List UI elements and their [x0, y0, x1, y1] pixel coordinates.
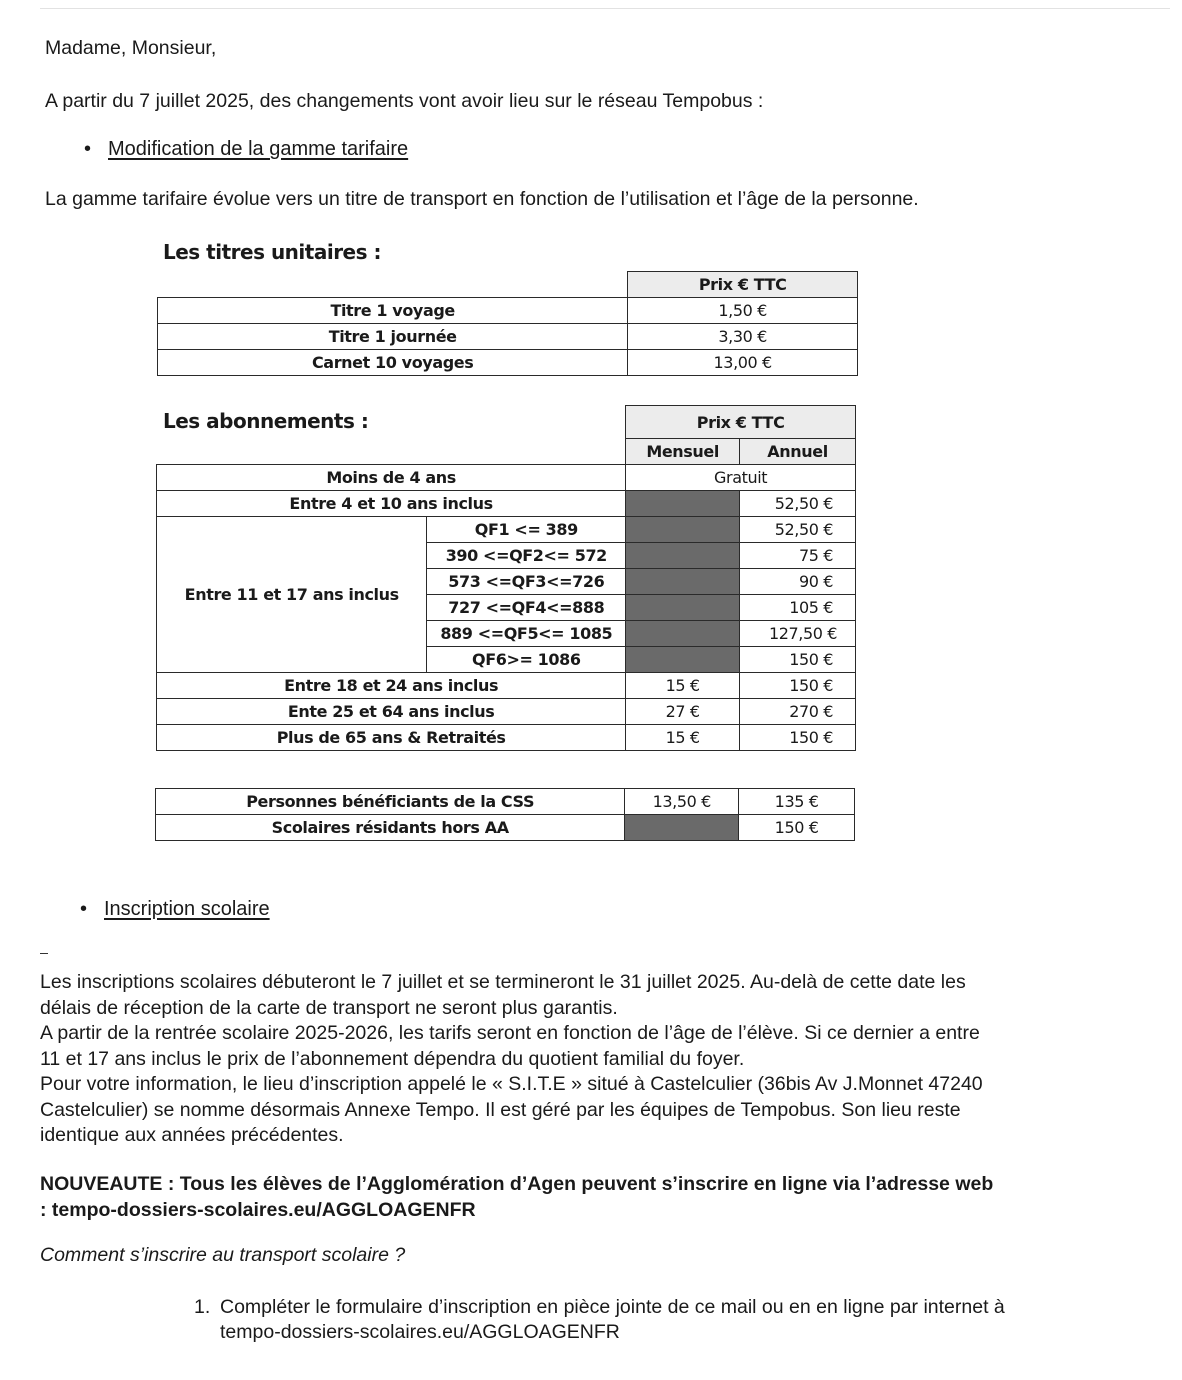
annuel-price: 150 € — [740, 673, 856, 699]
table-row — [157, 673, 856, 699]
qf-label: 727 <=QF4<=888 — [427, 595, 626, 621]
paragraph-line: identique aux années précédentes. — [40, 1124, 344, 1146]
table-row — [158, 298, 858, 324]
age-group-label: Entre 11 et 17 ans inclus — [157, 517, 427, 673]
annuel-price: 75 € — [740, 543, 856, 569]
paragraph-line: 11 et 17 ans inclus le prix de l’abonnement dépendra du quotient familial du foyer. — [40, 1047, 745, 1070]
bullet-marker: • — [84, 138, 92, 160]
special-label: Scolaires résidants hors AA — [156, 815, 625, 841]
bullet-tarif-label: Modification de la gamme tarifaire — [108, 138, 409, 160]
unitaires-table — [157, 271, 858, 376]
annuel-price: 52,50 € — [740, 517, 856, 543]
table-row — [158, 324, 858, 350]
table-row — [156, 789, 855, 815]
paragraph-line: Castelculier) se nomme désormais Annexe Tempo. Il est géré par les équipes de Tempobus. Son lieu reste — [40, 1098, 961, 1121]
special-tariffs-table — [155, 788, 855, 841]
bullet-inscription — [80, 897, 270, 921]
step-text — [220, 1295, 1005, 1345]
na-cell — [626, 621, 740, 647]
annuel-price: 150 € — [739, 815, 855, 841]
paragraph-line: Les inscriptions scolaires débuteront le 7 juillet et se termineront le 31 juillet 2025. Au-delà de cette date les — [40, 971, 966, 993]
nouveaute-notice — [40, 1172, 1170, 1223]
greeting: Madame, Monsieur, — [45, 37, 217, 59]
ticket-label: Carnet 10 voyages — [158, 350, 628, 376]
abonnements-title: Les abonnements : — [163, 409, 369, 433]
stray-dash — [40, 953, 48, 954]
bullet-inscription-label: Inscription scolaire — [104, 898, 270, 920]
step-number: 1. — [194, 1296, 211, 1318]
annuel-price: 90 € — [740, 569, 856, 595]
annuel-price: 270 € — [740, 699, 856, 725]
annuel-price: 150 € — [740, 647, 856, 673]
empty-cell — [157, 406, 626, 465]
abonnements-table — [156, 405, 856, 751]
table-row — [157, 699, 856, 725]
inscription-paragraph — [40, 970, 1170, 1149]
price-header: Prix € TTC — [626, 406, 856, 439]
annuel-price: 150 € — [740, 725, 856, 751]
question-text: Comment s’inscrire au transport scolaire ? — [40, 1244, 406, 1266]
table-row — [158, 272, 858, 298]
mensuel-price: 27 € — [626, 699, 740, 725]
qf-label: 390 <=QF2<= 572 — [427, 543, 626, 569]
qf-label: 889 <=QF5<= 1085 — [427, 621, 626, 647]
paragraph-line: délais de réception de la carte de transport ne seront plus garantis. — [40, 996, 618, 1019]
ticket-price: 1,50 € — [628, 298, 858, 324]
question-heading — [40, 1243, 1170, 1269]
annuel-price: 105 € — [740, 595, 856, 621]
age-label: Ente 25 et 64 ans inclus — [157, 699, 626, 725]
table-row — [157, 465, 856, 491]
na-cell — [625, 815, 739, 841]
mensuel-price: 13,50 € — [625, 789, 739, 815]
annuel-price: 135 € — [739, 789, 855, 815]
na-cell — [626, 647, 740, 673]
mensuel-price: 15 € — [626, 725, 740, 751]
mensuel-price: 15 € — [626, 673, 740, 699]
paragraph-line: : tempo-dossiers-scolaires.eu/AGGLOAGENFR — [40, 1198, 476, 1221]
ticket-price: 3,30 € — [628, 324, 858, 350]
table-row — [157, 406, 856, 439]
table-row — [157, 517, 856, 543]
age-label: Entre 4 et 10 ans inclus — [157, 491, 626, 517]
unitaires-title: Les titres unitaires : — [163, 240, 381, 264]
table-row — [157, 725, 856, 751]
age-label: Entre 18 et 24 ans inclus — [157, 673, 626, 699]
na-cell — [626, 543, 740, 569]
bullet-tarif — [84, 137, 408, 161]
na-cell — [626, 517, 740, 543]
step-line: tempo-dossiers-scolaires.eu/AGGLOAGENFR — [220, 1321, 620, 1343]
bullet-marker: • — [80, 898, 88, 920]
table-row — [158, 350, 858, 376]
table-row — [157, 491, 856, 517]
na-cell — [626, 569, 740, 595]
paragraph-line: NOUVEAUTE : Tous les élèves de l’Agglomération d’Agen peuvent s’inscrire en ligne via l’adresse web — [40, 1173, 994, 1195]
qf-label: QF6>= 1086 — [427, 647, 626, 673]
qf-label: 573 <=QF3<=726 — [427, 569, 626, 595]
ticket-label: Titre 1 journée — [158, 324, 628, 350]
ticket-label: Titre 1 voyage — [158, 298, 628, 324]
col-annuel: Annuel — [740, 439, 856, 465]
gratuit-value: Gratuit — [626, 465, 856, 491]
age-label: Moins de 4 ans — [157, 465, 626, 491]
special-label: Personnes bénéficiants de la CSS — [156, 789, 625, 815]
empty-cell — [158, 272, 628, 298]
age-label: Plus de 65 ans & Retraités — [157, 725, 626, 751]
tarif-intro: La gamme tarifaire évolue vers un titre de transport en fonction de l’utilisation et l’âge de la personne. — [45, 188, 919, 210]
qf-label: QF1 <= 389 — [427, 517, 626, 543]
col-mensuel: Mensuel — [626, 439, 740, 465]
top-divider — [40, 8, 1170, 9]
annuel-price: 127,50 € — [740, 621, 856, 647]
price-header: Prix € TTC — [628, 272, 858, 298]
table-row — [156, 815, 855, 841]
intro-text: A partir du 7 juillet 2025, des changements vont avoir lieu sur le réseau Tempobus : — [45, 90, 764, 112]
ticket-price: 13,00 € — [628, 350, 858, 376]
paragraph-line: A partir de la rentrée scolaire 2025-2026, les tarifs seront en fonction de l’âge de l’élève. Si ce dernier a entre — [40, 1022, 980, 1044]
na-cell — [626, 595, 740, 621]
annuel-price: 52,50 € — [740, 491, 856, 517]
na-cell — [626, 491, 740, 517]
step-line: Compléter le formulaire d’inscription en pièce jointe de ce mail ou en en ligne par internet à — [220, 1296, 1005, 1318]
paragraph-line: Pour votre information, le lieu d’inscription appelé le « S.I.T.E » situé à Castelculier (36bis Av J.Monnet 47240 — [40, 1073, 983, 1095]
